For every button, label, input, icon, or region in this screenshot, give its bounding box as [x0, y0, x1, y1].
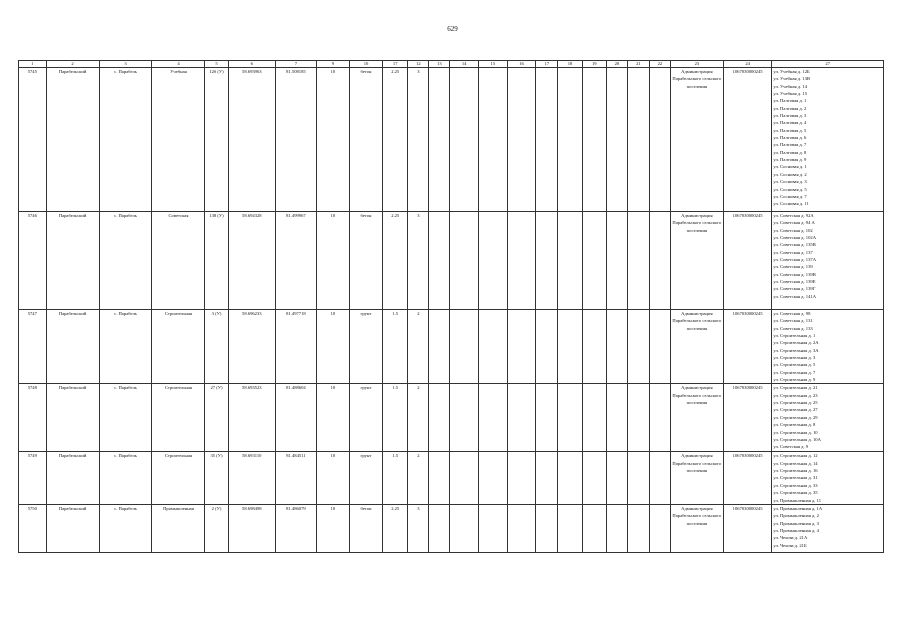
empty-cell [536, 310, 558, 384]
address-line: ул. Строительная д. 16 [773, 468, 818, 474]
address-line: ул. Учебная д. 15 [773, 91, 807, 97]
empty-cell [536, 504, 558, 552]
empty-cell [582, 68, 606, 212]
address-line: ул. Советская д. 92А [773, 213, 814, 218]
district-cell: Парабельский [46, 310, 99, 384]
address-line: ул. Советская д. 131 [773, 318, 813, 324]
address-line: ул. Палтовая д. 9 [773, 157, 807, 163]
column-header: 10 [349, 61, 382, 68]
empty-cell [450, 452, 479, 504]
empty-cell [582, 504, 606, 552]
address-line: ул. Строительная д. 14 [773, 460, 818, 466]
empty-cell [558, 68, 582, 212]
street-cell: Промышленная [152, 504, 205, 552]
settlement-cell: с. Парабель [99, 452, 152, 504]
empty-cell [429, 212, 450, 310]
inn-cell: 1067030000245 [723, 384, 772, 452]
capacity-cell: 10 [316, 310, 349, 384]
capacity-cell: 10 [316, 384, 349, 452]
address-line: ул. Строительная д. 3А [773, 347, 819, 353]
container-count-cell: 3 [408, 504, 429, 552]
column-header: 17 [383, 61, 408, 68]
addresses-cell [772, 384, 884, 452]
container-count-cell: 2 [408, 452, 429, 504]
address-line: ул. Палтовая д. 1 [773, 98, 807, 104]
address-line: ул. Советская д. 133 [773, 325, 813, 331]
column-header: 17 [536, 61, 558, 68]
empty-cell [536, 68, 558, 212]
address-line: ул. Советская д. 137 [773, 249, 813, 255]
empty-cell [606, 68, 627, 212]
column-header: 1 [19, 61, 47, 68]
empty-cell [582, 310, 606, 384]
address-line: ул. Строительная д. 3 [773, 355, 816, 361]
admin-cell: Администрация Парабельского сельского поселения [670, 212, 723, 310]
inn-cell: 1067030000245 [723, 68, 772, 212]
address-line: ул. Сосновая д. 2 [773, 171, 807, 177]
site-cell: 35 (У) [205, 452, 228, 504]
admin-cell: Администрация Парабельского сельского поселения [670, 68, 723, 212]
empty-cell [478, 452, 507, 504]
surface-cell: бетон [349, 212, 382, 310]
address-line: ул. Строительная д. 29 [773, 414, 818, 420]
page-number: 629 [447, 25, 458, 33]
surface-cell: бетон [349, 504, 382, 552]
street-cell: Учебная [152, 68, 205, 212]
addresses-cell [772, 310, 884, 384]
empty-cell [429, 452, 450, 504]
address-line: ул. Сосновая д. 1 [773, 164, 807, 170]
column-header: 2 [46, 61, 99, 68]
empty-cell [558, 504, 582, 552]
column-header: 6 [228, 61, 275, 68]
address-line: ул. Учебная д. 14 [773, 83, 807, 89]
table-row [19, 504, 884, 552]
empty-cell [507, 212, 536, 310]
data-table [18, 60, 884, 553]
column-header: 15 [478, 61, 507, 68]
longitude-cell: 81.508185 [276, 68, 317, 212]
inn-cell: 1067030000245 [723, 452, 772, 504]
district-cell: Парабельский [46, 384, 99, 452]
admin-cell: Администрация Парабельского сельского поселения [670, 504, 723, 552]
column-header: 22 [649, 61, 670, 68]
address-line: ул. Палтовая д. 6 [773, 135, 807, 141]
address-line: ул. Строительная д. 2А [773, 340, 819, 346]
empty-cell [429, 504, 450, 552]
addresses-cell [772, 504, 884, 552]
header-row [19, 61, 884, 68]
address-line: ул. Строительная д. 7 [773, 369, 816, 375]
address-line: ул. Строительная д. 35 [773, 490, 818, 496]
site-cell: 3 (У) [205, 310, 228, 384]
address-line: ул. Строительная д. 1 [773, 333, 816, 339]
empty-cell [558, 212, 582, 310]
empty-cell [606, 310, 627, 384]
address-line: ул. Строительная д. 21 [773, 385, 818, 391]
empty-cell [558, 384, 582, 452]
row-number: 5749 [19, 452, 47, 504]
latitude-cell: 58.693523 [228, 384, 275, 452]
empty-cell [450, 384, 479, 452]
district-cell: Парабельский [46, 452, 99, 504]
container-count-cell: 2 [408, 310, 429, 384]
empty-cell [627, 452, 649, 504]
surface-cell: бетон [349, 68, 382, 212]
address-line: ул. Палтовая д. 3 [773, 113, 807, 119]
address-line: ул. Советская д. 135В [773, 242, 816, 248]
empty-cell [507, 452, 536, 504]
column-header: 4 [152, 61, 205, 68]
address-line: ул. Палтовая д. 7 [773, 142, 807, 148]
address-line: ул. Сосновая д. 5 [773, 186, 807, 192]
empty-cell [507, 384, 536, 452]
column-header: 12 [408, 61, 429, 68]
address-line: ул. Промышленная д. 11 [773, 497, 822, 503]
address-line: ул. Сосновая д. 7 [773, 193, 807, 199]
empty-cell [536, 384, 558, 452]
longitude-cell: 81.484511 [276, 452, 317, 504]
empty-cell [582, 384, 606, 452]
container-count-cell: 2 [408, 384, 429, 452]
latitude-cell: 58.693110 [228, 452, 275, 504]
empty-cell [478, 68, 507, 212]
empty-cell [627, 212, 649, 310]
area-cell: 2.25 [383, 504, 408, 552]
address-line: ул. Палтовая д. 8 [773, 149, 807, 155]
address-line: ул. Советская д. 102 [773, 227, 813, 233]
address-line: ул. Чехова д. 21А [773, 535, 808, 541]
site-cell: 138 (У) [205, 212, 228, 310]
district-cell: Парабельский [46, 212, 99, 310]
admin-cell: Администрация Парабельского сельского поселения [670, 452, 723, 504]
address-line: ул. Строительная д. 5 [773, 362, 816, 368]
row-number: 5745 [19, 68, 47, 212]
empty-cell [429, 310, 450, 384]
capacity-cell: 10 [316, 212, 349, 310]
empty-cell [478, 212, 507, 310]
longitude-cell: 81.488604 [276, 384, 317, 452]
column-header: 19 [582, 61, 606, 68]
column-header: 3 [99, 61, 152, 68]
column-header: 21 [627, 61, 649, 68]
empty-cell [558, 452, 582, 504]
address-line: ул. Сосновая д. 11 [773, 201, 809, 207]
address-line: ул. Строительная д. 8 [773, 422, 816, 428]
address-line: ул. Строительная д. 31 [773, 475, 818, 481]
inn-cell: 1067030000245 [723, 212, 772, 310]
column-header: 23 [670, 61, 723, 68]
address-line: ул. Палтовая д. 4 [773, 120, 807, 126]
empty-cell [649, 452, 670, 504]
capacity-cell: 10 [316, 452, 349, 504]
address-line: ул. Строительная д. 10 [773, 429, 818, 435]
column-header: 14 [450, 61, 479, 68]
area-cell: 1.5 [383, 384, 408, 452]
inn-cell: 1067030000245 [723, 504, 772, 552]
address-line: ул. Строительная д. 12 [773, 453, 818, 459]
empty-cell [627, 68, 649, 212]
addresses-cell [772, 212, 884, 310]
district-cell: Парабельский [46, 504, 99, 552]
admin-cell: Администрация Парабельского сельского поселения [670, 384, 723, 452]
empty-cell [507, 68, 536, 212]
row-number: 5750 [19, 504, 47, 552]
address-line: ул. Советская д. 139В [773, 271, 816, 277]
empty-cell [536, 452, 558, 504]
column-header: 27 [772, 61, 884, 68]
latitude-cell: 58.694328 [228, 212, 275, 310]
street-cell: Строительная [152, 310, 205, 384]
address-line: ул. Чехова д. 21Б [773, 542, 807, 548]
address-line: ул. Промышленная д. 2 [773, 513, 819, 519]
empty-cell [450, 310, 479, 384]
empty-cell [606, 504, 627, 552]
column-header: 9 [316, 61, 349, 68]
longitude-cell: 81.497718 [276, 310, 317, 384]
addresses-cell [772, 452, 884, 504]
inn-cell: 1067030000245 [723, 310, 772, 384]
empty-cell [450, 212, 479, 310]
latitude-cell: 58.698498 [228, 504, 275, 552]
empty-cell [478, 384, 507, 452]
empty-cell [649, 384, 670, 452]
empty-cell [627, 384, 649, 452]
address-line: ул. Сосновая д. 3 [773, 179, 807, 185]
area-cell: 2.25 [383, 68, 408, 212]
surface-cell: грунт [349, 310, 382, 384]
site-cell: 27 (У) [205, 384, 228, 452]
address-line: ул. Советская д. 139Г [773, 286, 816, 292]
empty-cell [582, 212, 606, 310]
address-line: ул. Советская д. 9 [773, 444, 809, 450]
address-line: ул. Советская д. 102А [773, 235, 817, 241]
row-number: 5746 [19, 212, 47, 310]
empty-cell [627, 504, 649, 552]
longitude-cell: 81.486079 [276, 504, 317, 552]
empty-cell [649, 68, 670, 212]
column-header: 16 [507, 61, 536, 68]
column-header: 7 [276, 61, 317, 68]
address-line: ул. Строительная д. 33 [773, 482, 818, 488]
capacity-cell: 10 [316, 504, 349, 552]
row-number: 5747 [19, 310, 47, 384]
settlement-cell: с. Парабель [99, 68, 152, 212]
address-line: ул. Советская д. 137А [773, 257, 817, 263]
street-cell: Строительная [152, 452, 205, 504]
address-line: ул. Советская д. 94 А [773, 220, 815, 226]
longitude-cell: 81.499967 [276, 212, 317, 310]
empty-cell [450, 68, 479, 212]
address-line: ул. Учебная д. 13В [773, 76, 811, 82]
table-row [19, 212, 884, 310]
empty-cell [507, 310, 536, 384]
empty-cell [649, 504, 670, 552]
empty-cell [478, 310, 507, 384]
settlement-cell: с. Парабель [99, 212, 152, 310]
address-line: ул. Учебная д. 12Б [773, 69, 810, 74]
empty-cell [606, 212, 627, 310]
address-line: ул. Строительная д. 27 [773, 407, 818, 413]
address-line: ул. Советская д. 98 [773, 311, 811, 316]
address-line: ул. Промышленная д. 3 [773, 520, 819, 526]
address-line: ул. Промышленная д. 4 [773, 527, 819, 533]
settlement-cell: с. Парабель [99, 310, 152, 384]
area-cell: 1.5 [383, 452, 408, 504]
capacity-cell: 10 [316, 68, 349, 212]
address-line: ул. Палтовая д. 5 [773, 127, 807, 133]
empty-cell [429, 68, 450, 212]
table-row [19, 68, 884, 212]
street-cell: Советская [152, 212, 205, 310]
site-cell: 2 (У) [205, 504, 228, 552]
column-header: 20 [606, 61, 627, 68]
column-header: 5 [205, 61, 228, 68]
container-count-cell: 3 [408, 212, 429, 310]
empty-cell [478, 504, 507, 552]
address-line: ул. Палтовая д. 2 [773, 105, 807, 111]
address-line: ул. Строительная д. 10А [773, 436, 821, 442]
column-header: 24 [723, 61, 772, 68]
address-line: ул. Советская д. 141А [773, 293, 817, 299]
district-cell: Парабельский [46, 68, 99, 212]
latitude-cell: 58.696233 [228, 310, 275, 384]
address-line: ул. Советская д. 139 [773, 264, 813, 270]
empty-cell [627, 310, 649, 384]
surface-cell: грунт [349, 384, 382, 452]
admin-cell: Администрация Парабельского сельского поселения [670, 310, 723, 384]
empty-cell [606, 452, 627, 504]
address-line: ул. Советская д. 139Е [773, 279, 816, 285]
street-cell: Строительная [152, 384, 205, 452]
settlement-cell: с. Парабель [99, 384, 152, 452]
site-cell: 12б (У) [205, 68, 228, 212]
empty-cell [507, 504, 536, 552]
address-line: ул. Строительная д. 23 [773, 392, 818, 398]
address-line: ул. Строительная д. 9 [773, 377, 816, 383]
surface-cell: грунт [349, 452, 382, 504]
settlement-cell: с. Парабель [99, 504, 152, 552]
address-line: ул. Строительная д. 25 [773, 400, 818, 406]
empty-cell [536, 212, 558, 310]
empty-cell [429, 384, 450, 452]
area-cell: 1.5 [383, 310, 408, 384]
empty-cell [606, 384, 627, 452]
area-cell: 2.25 [383, 212, 408, 310]
table-row [19, 310, 884, 384]
table-row [19, 384, 884, 452]
empty-cell [558, 310, 582, 384]
latitude-cell: 58.693963 [228, 68, 275, 212]
empty-cell [649, 310, 670, 384]
column-header: 13 [429, 61, 450, 68]
empty-cell [582, 452, 606, 504]
container-count-cell: 3 [408, 68, 429, 212]
empty-cell [450, 504, 479, 552]
address-line: ул. Промышленная д. 1А [773, 505, 823, 511]
table-row [19, 452, 884, 504]
empty-cell [649, 212, 670, 310]
addresses-cell [772, 68, 884, 212]
column-header: 18 [558, 61, 582, 68]
row-number: 5748 [19, 384, 47, 452]
